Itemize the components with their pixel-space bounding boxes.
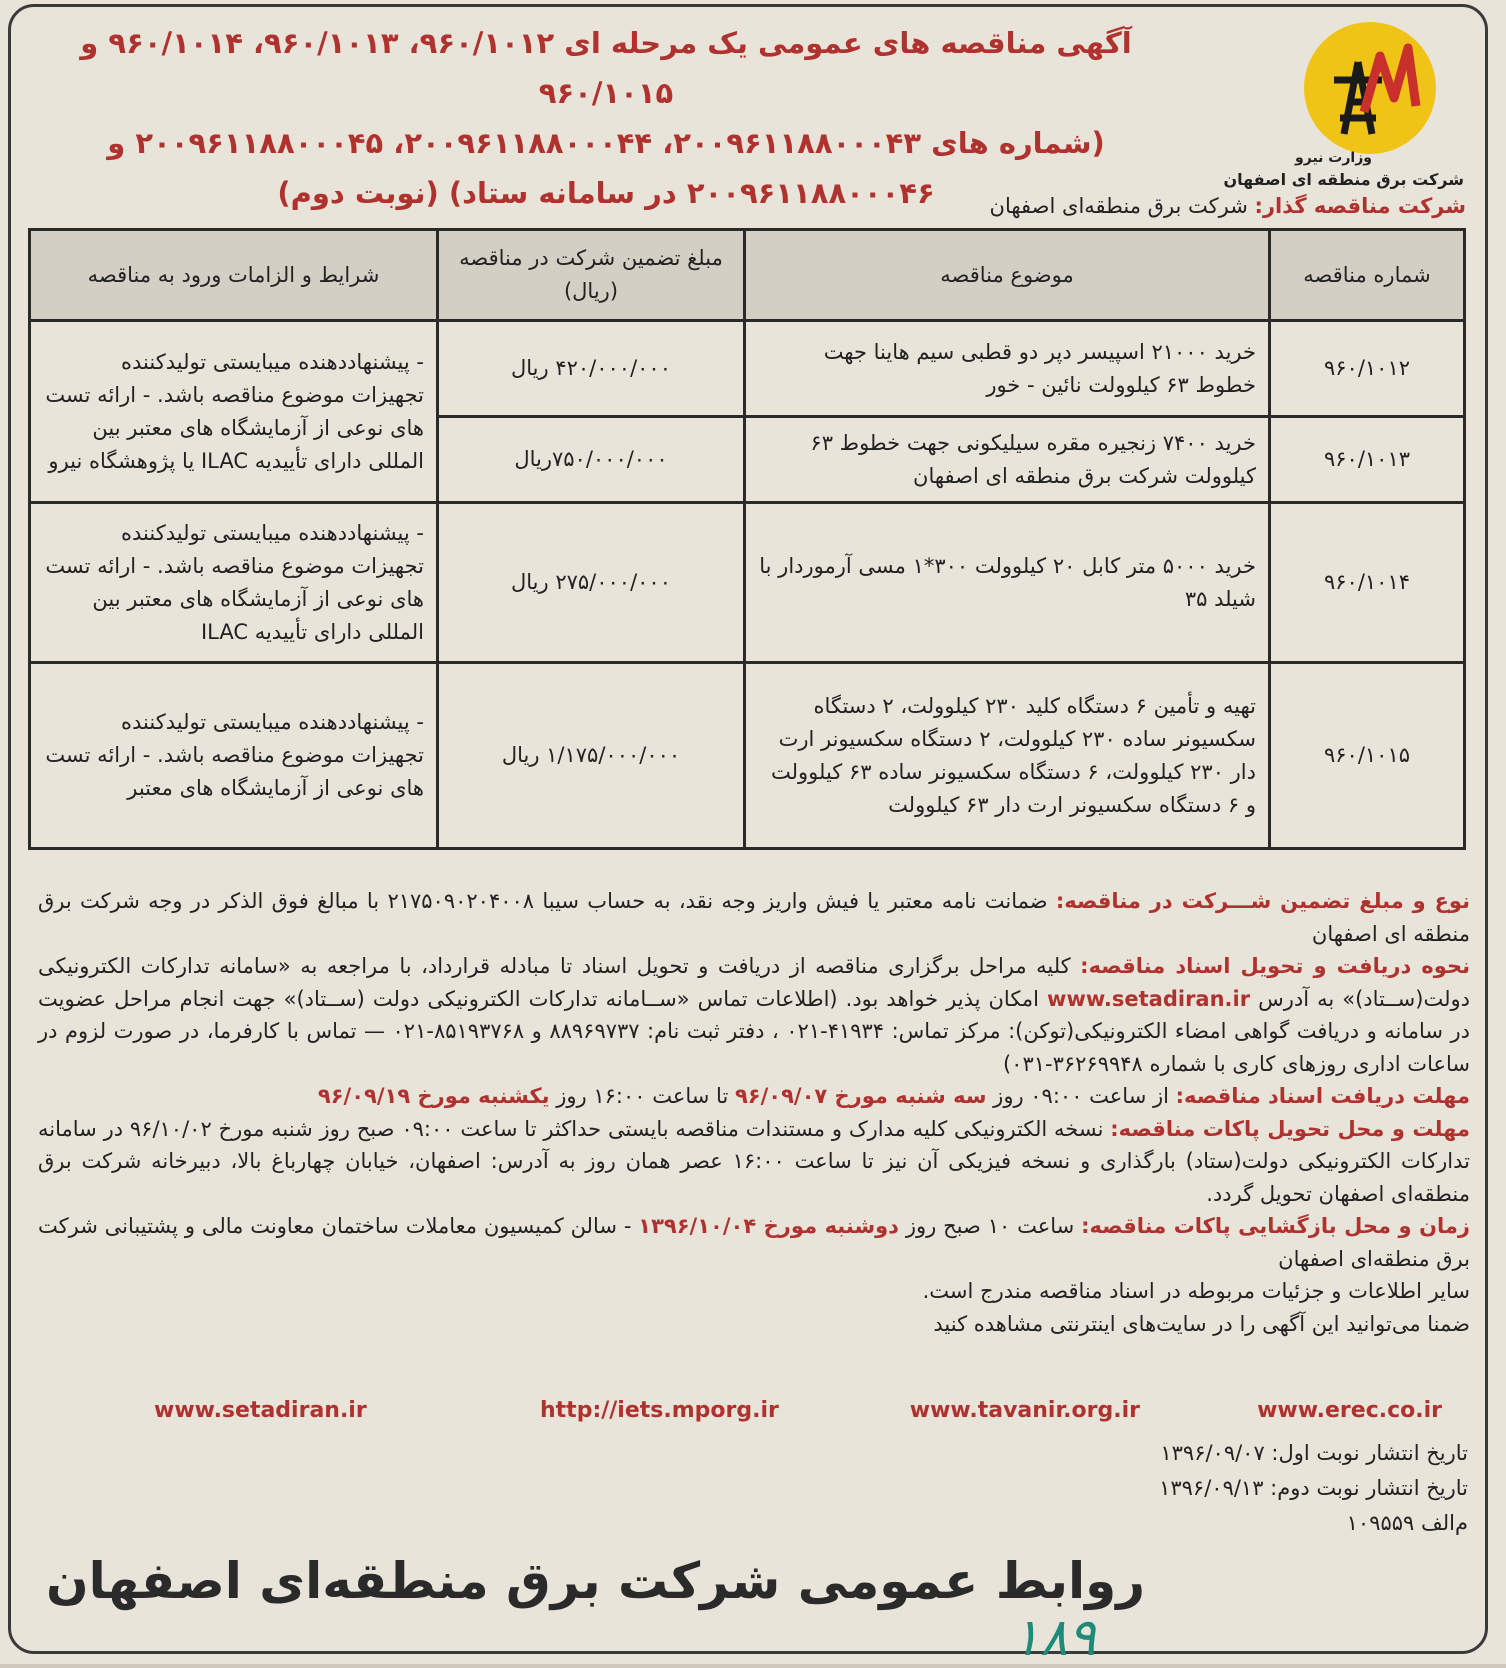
ad-body (38, 885, 1470, 1340)
tender-conditions: - پیشنهاددهنده میبایستی تولیدکننده تجهیزات موضوع مناقصه باشد. - ارائه تست های نوعی از آزمایشگاه های معتبر بین المللی دارای تأییدیه ILAC (30, 503, 438, 663)
publication-dates (1159, 1436, 1468, 1541)
organizer-label: شرکت مناقصه گذار: (1254, 194, 1466, 218)
tender-number: ۹۶۰/۱۰۱۵ (1270, 663, 1465, 849)
deadline-end-date: یکشنبه مورخ ۹۶/۰۹/۱۹ (317, 1084, 550, 1108)
header-number: شماره مناقصه (1270, 230, 1465, 321)
ad-title (36, 18, 1176, 218)
submit-paragraph (38, 1113, 1470, 1211)
company-logo (1223, 22, 1464, 189)
opening-text-1: ساعت ۱۰ صبح روز (905, 1214, 1075, 1238)
organizer-value: شرکت برق منطقه‌ای اصفهان (989, 194, 1248, 218)
link-erec[interactable]: www.erec.co.ir (1257, 1398, 1442, 1423)
tender-amount: ۴۲۰/۰۰۰/۰۰۰ ریال (438, 321, 745, 417)
deadline-label: مهلت دریافت اسناد مناقصه: (1175, 1084, 1470, 1108)
also-see: ضمنا می‌توانید این آگهی را در سایت‌های اینترنتی مشاهده کنید (933, 1311, 1470, 1336)
opening-paragraph (38, 1210, 1470, 1275)
docs-label: نحوه دریافت و تحویل اسناد مناقصه: (1080, 954, 1470, 978)
second-publication-date: تاریخ انتشار نوبت دوم: ۱۳۹۶/۰۹/۱۳ (1159, 1476, 1468, 1500)
title-line-3: ۲۰۰۹۶۱۱۸۸۰۰۰۴۶ در سامانه ستاد) (نوبت دوم) (277, 176, 935, 210)
organizer-line (990, 194, 1466, 218)
deadline-paragraph (38, 1080, 1470, 1113)
tender-subject: خرید ۷۴۰۰ زنجیره مقره سیلیکونی جهت خطوط ۶۳ کیلوولت شرکت برق منطقه ای اصفهان (745, 417, 1270, 503)
deadline-text-1: از ساعت ۰۹:۰۰ روز (993, 1084, 1169, 1108)
table-row (30, 663, 1465, 849)
footer-signature: روابط عمومی شرکت برق منطقه‌ای اصفهان (46, 1552, 1146, 1610)
submit-label: مهلت و محل تحویل پاکات مناقصه: (1110, 1116, 1470, 1141)
website-links (30, 1398, 1470, 1434)
title-line-2: (شماره های ۲۰۰۹۶۱۱۸۸۰۰۰۴۳، ۲۰۰۹۶۱۱۸۸۰۰۰۴۴، ۲۰۰۹۶۱۱۸۸۰۰۰۴۵ و (107, 126, 1105, 160)
tender-amount: ۱/۱۷۵/۰۰۰/۰۰۰ ریال (438, 663, 745, 849)
tender-conditions: - پیشنهاددهنده میبایستی تولیدکننده تجهیزات موضوع مناقصه باشد. - ارائه تست های نوعی از آزمایشگاه های معتبر بین المللی دارای تأییدیه ILAC یا پژوهشگاه نیرو (30, 321, 438, 503)
tower-icon (1304, 22, 1436, 154)
handwritten-note: ۱۸۹ (1012, 1608, 1096, 1668)
opening-label: زمان و محل بازگشایی پاکات مناقصه: (1081, 1214, 1470, 1238)
docs-text-1: کلیه مراحل برگزاری مناقصه از دریافت و تحویل اسناد تا مبادله قرارداد، با مراجعه به «سامانه تدارکات الکترونیکی دولت(ســتاد)» به آدرس (38, 954, 1470, 1011)
guarantee-text: ضمانت نامه معتبر یا فیش واریز وجه نقد، به حساب سیبا ۲۱۷۵۰۹۰۲۰۴۰۰۸ با مبالغ فوق الذکر در وجه شرکت برق منطقه ای اصفهان (38, 889, 1470, 946)
guarantee-paragraph (38, 885, 1470, 950)
tender-subject: تهیه و تأمین ۶ دستگاه کلید ۲۳۰ کیلوولت، ۲ دستگاه سکسیونر ساده ۲۳۰ کیلوولت، ۲ دستگاه سکسیونر ارت دار ۲۳۰ کیلوولت، ۶ دستگاه سکسیونر ساده ۶۳ کیلوولت و ۶ دستگاه سکسیونر ارت دار ۶۳ کیلوولت (745, 663, 1270, 849)
reference-number: م‌الف ۱۰۹۵۵۹ (1346, 1511, 1468, 1535)
table-header-row (30, 230, 1465, 321)
tender-table (28, 228, 1466, 850)
company-name: شرکت برق منطقه ای اصفهان (1223, 170, 1464, 189)
opening-date: دوشنبه مورخ ۱۳۹۶/۱۰/۰۴ (638, 1214, 899, 1238)
tender-number: ۹۶۰/۱۰۱۴ (1270, 503, 1465, 663)
guarantee-label: نوع و مبلغ تضمین شـــرکت در مناقصه: (1055, 889, 1470, 913)
title-line-1: آگهی مناقصه های عمومی یک مرحله ای ۹۶۰/۱۰۱۲، ۹۶۰/۱۰۱۳، ۹۶۰/۱۰۱۴ و ۹۶۰/۱۰۱۵ (80, 26, 1132, 110)
tender-number: ۹۶۰/۱۰۱۳ (1270, 417, 1465, 503)
tender-conditions: - پیشنهاددهنده میبایستی تولیدکننده تجهیزات موضوع مناقصه باشد. - ارائه تست های نوعی از آزمایشگاه های معتبر (30, 663, 438, 849)
tender-amount: ۲۷۵/۰۰۰/۰۰۰ ریال (438, 503, 745, 663)
other-info: سایر اطلاعات و جزئیات مربوطه در اسناد مناقصه مندرج است. (922, 1279, 1470, 1303)
table-row (30, 321, 1465, 417)
tender-subject: خرید ۵۰۰۰ متر کابل ۲۰ کیلوولت ۳۰۰*۱ مسی آرموردار با شیلد ۳۵ (745, 503, 1270, 663)
deadline-text-2: تا ساعت ۱۶:۰۰ روز (556, 1084, 729, 1108)
header-amount: مبلغ تضمین شرکت در مناقصه (ریال) (438, 230, 745, 321)
docs-paragraph (38, 950, 1470, 1080)
link-tavanir[interactable]: www.tavanir.org.ir (909, 1398, 1140, 1423)
setad-link[interactable]: www.setadiran.ir (1047, 986, 1251, 1011)
link-iets[interactable]: http://iets.mporg.ir (540, 1398, 779, 1423)
tender-amount: ۷۵۰/۰۰۰/۰۰۰ریال (438, 417, 745, 503)
header-subject: موضوع مناقصه (745, 230, 1270, 321)
submit-text: نسخه الکترونیکی کلیه مدارک و مستندات مناقصه بایستی حداکثر تا ساعت ۰۹:۰۰ صبح روز شنبه مورخ ۹۶/۱۰/۰۲ در سامانه تدارکات الکترونیکی دولت(ستاد) بارگذاری و نسخه فیزیکی آن نیز تا ساعت ۱۶:۰۰ عصر همان روز به آدرس: اصفهان، خیابان چهارباغ بالا، دبیرخانه شرکت برق منطقه‌ای اصفهان تحویل گردد. (38, 1116, 1470, 1206)
link-setadiran[interactable]: www.setadiran.ir (154, 1398, 367, 1423)
ministry-name: وزارت نیرو (1295, 150, 1372, 166)
first-publication-date: تاریخ انتشار نوبت اول: ۱۳۹۶/۰۹/۰۷ (1160, 1441, 1468, 1465)
tender-subject: خرید ۲۱۰۰۰ اسپیسر دپر دو قطبی سیم هاینا جهت خطوط ۶۳ کیلوولت نائین - خور (745, 321, 1270, 417)
docs-text-2: امکان پذیر خواهد بود. (اطلاعات تماس «ســامانه تدارکات الکترونیکی دولت (ســتاد)» جهت انجام مراحل عضویت در سامانه و دریافت گواهی امضاء الکترونیکی(توکن): مرکز تماس: ۴۱۹۳۴-۰۲۱ ، دفتر ثبت نام: ۸۸۹۶۹۷۳۷ و ۸۵۱۹۳۷۶۸-۰۲۱ — تماس با کارفرما، در صورت لزوم در ساعات اداری روزهای کاری با شماره ۳۶۲۶۹۹۴۸-۰۳۱) (38, 986, 1470, 1076)
opening-text-2: - سالن کمیسیون معاملات ساختمان معاونت مالی و پشتیبانی شرکت برق منطقه‌ای اصفهان (38, 1214, 1470, 1271)
tender-number: ۹۶۰/۱۰۱۲ (1270, 321, 1465, 417)
table-row (30, 503, 1465, 663)
deadline-start-date: سه شنبه مورخ ۹۶/۰۹/۰۷ (734, 1084, 987, 1108)
header-conditions: شرایط و الزامات ورود به مناقصه (30, 230, 438, 321)
